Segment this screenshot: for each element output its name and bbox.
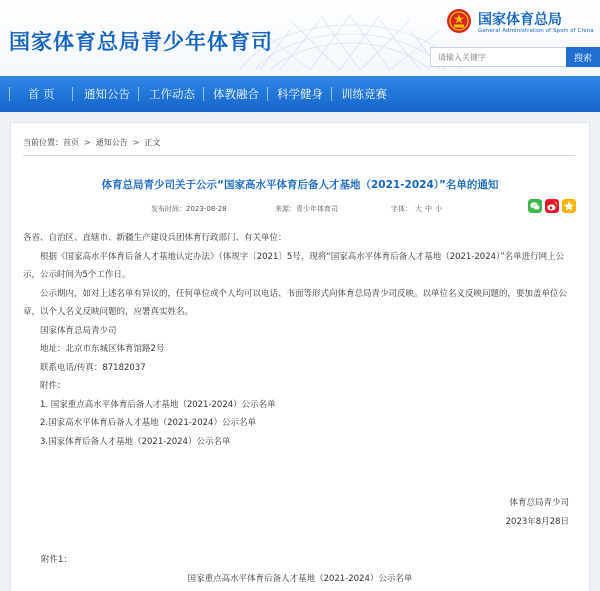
contact-org: 国家体育总局青少司 [40, 325, 117, 336]
wechat-icon[interactable] [528, 199, 542, 213]
nav-item-training[interactable]: 训练竞赛 [341, 87, 387, 101]
article-title: 体育总局青少司关于公示“国家高水平体育后备人才基地（2021-2024）”名单的通知 [101, 179, 499, 191]
attachment-link[interactable]: 2.国家高水平体育后备人才基地（2021-2024）公示名单 [40, 418, 256, 428]
breadcrumb [23, 137, 160, 148]
search-input[interactable] [430, 47, 566, 67]
font-size-medium[interactable]: 中 [425, 205, 432, 213]
breadcrumb-notices[interactable]: 通知公告 [95, 138, 128, 147]
nav-item-home[interactable]: 首 页 [28, 87, 55, 101]
breadcrumb-separator: > [84, 138, 91, 147]
annex-title: 国家重点高水平体育后备人才基地（2021-2024）公示名单 [187, 574, 413, 584]
gov-name-en: General Administration of Sport of China [478, 28, 594, 34]
nav-separator [138, 87, 139, 101]
nav-item-fitness[interactable]: 科学健身 [277, 87, 323, 101]
nav-separator [72, 87, 73, 101]
search-button[interactable]: 搜索 [566, 47, 600, 67]
article-source: 来源：青少年体育司 [275, 205, 338, 213]
contact-phone: 联系电话/传真：87182037 [40, 362, 146, 373]
breadcrumb-current: 正文 [144, 138, 161, 147]
salutation: 各省、自治区、直辖市、新疆生产建设兵团体育行政部门、有关单位： [23, 233, 287, 243]
publish-time: 发布时间：2023-08-28 [151, 205, 227, 213]
nav-separator [9, 87, 10, 101]
gov-name: 国家体育总局 [478, 12, 562, 28]
signature-org: 体育总局青少司 [509, 498, 569, 508]
site-title[interactable]: 国家体育总局青少年体育司 [9, 30, 273, 54]
font-size-switcher [391, 204, 442, 214]
breadcrumb-home[interactable]: 首页 [63, 138, 79, 147]
main-nav [0, 76, 600, 112]
weibo-icon[interactable] [545, 199, 559, 213]
attachment-link[interactable]: 3.国家体育后备人才基地（2021-2024）公示名单 [40, 436, 231, 447]
signature-date: 2023年8月28日 [505, 517, 569, 527]
attachments-label: 附件： [40, 381, 66, 391]
font-size-small[interactable]: 小 [435, 205, 442, 213]
annex-label: 附件1： [41, 555, 72, 565]
site-header [0, 0, 600, 76]
paragraph: 公示期内，如对上述名单有异议的，任何单位或个人均可以电话、书面等形式向体育总局青少司反映。以单位名义反映问题的，要加盖单位公章，以个人名义反映问题的，应署真实姓名。 [23, 288, 568, 317]
article-panel [10, 122, 590, 591]
paragraph: 根据《国家高水平体育后备人才基地认定办法》（体规字〔2021〕5号，现将“国家高水平体育后备人才基地（2021-2024）”名单进行网上公示，公示时间为5个工作日。 [23, 251, 565, 280]
contact-address: 地址：北京市东城区体育馆路2号 [40, 344, 165, 354]
nav-item-sport-education[interactable]: 体教融合 [213, 87, 259, 101]
national-emblem-icon [446, 8, 472, 34]
qzone-icon[interactable] [562, 199, 576, 213]
nav-separator [331, 87, 332, 101]
attachment-link[interactable]: 1. 国家重点高水平体育后备人才基地（2021-2024）公示名单 [40, 399, 276, 410]
divider [23, 155, 575, 156]
nav-separator [267, 87, 268, 101]
nav-separator [203, 87, 204, 101]
font-size-label: 字体： [391, 205, 412, 213]
breadcrumb-prefix: 当前位置： [23, 138, 63, 147]
article-body [23, 229, 581, 451]
breadcrumb-separator: > [132, 138, 140, 147]
font-size-large[interactable]: 大 [415, 205, 422, 213]
nav-item-notices[interactable]: 通知公告 [84, 87, 130, 101]
nav-item-work-news[interactable]: 工作动态 [149, 87, 195, 101]
